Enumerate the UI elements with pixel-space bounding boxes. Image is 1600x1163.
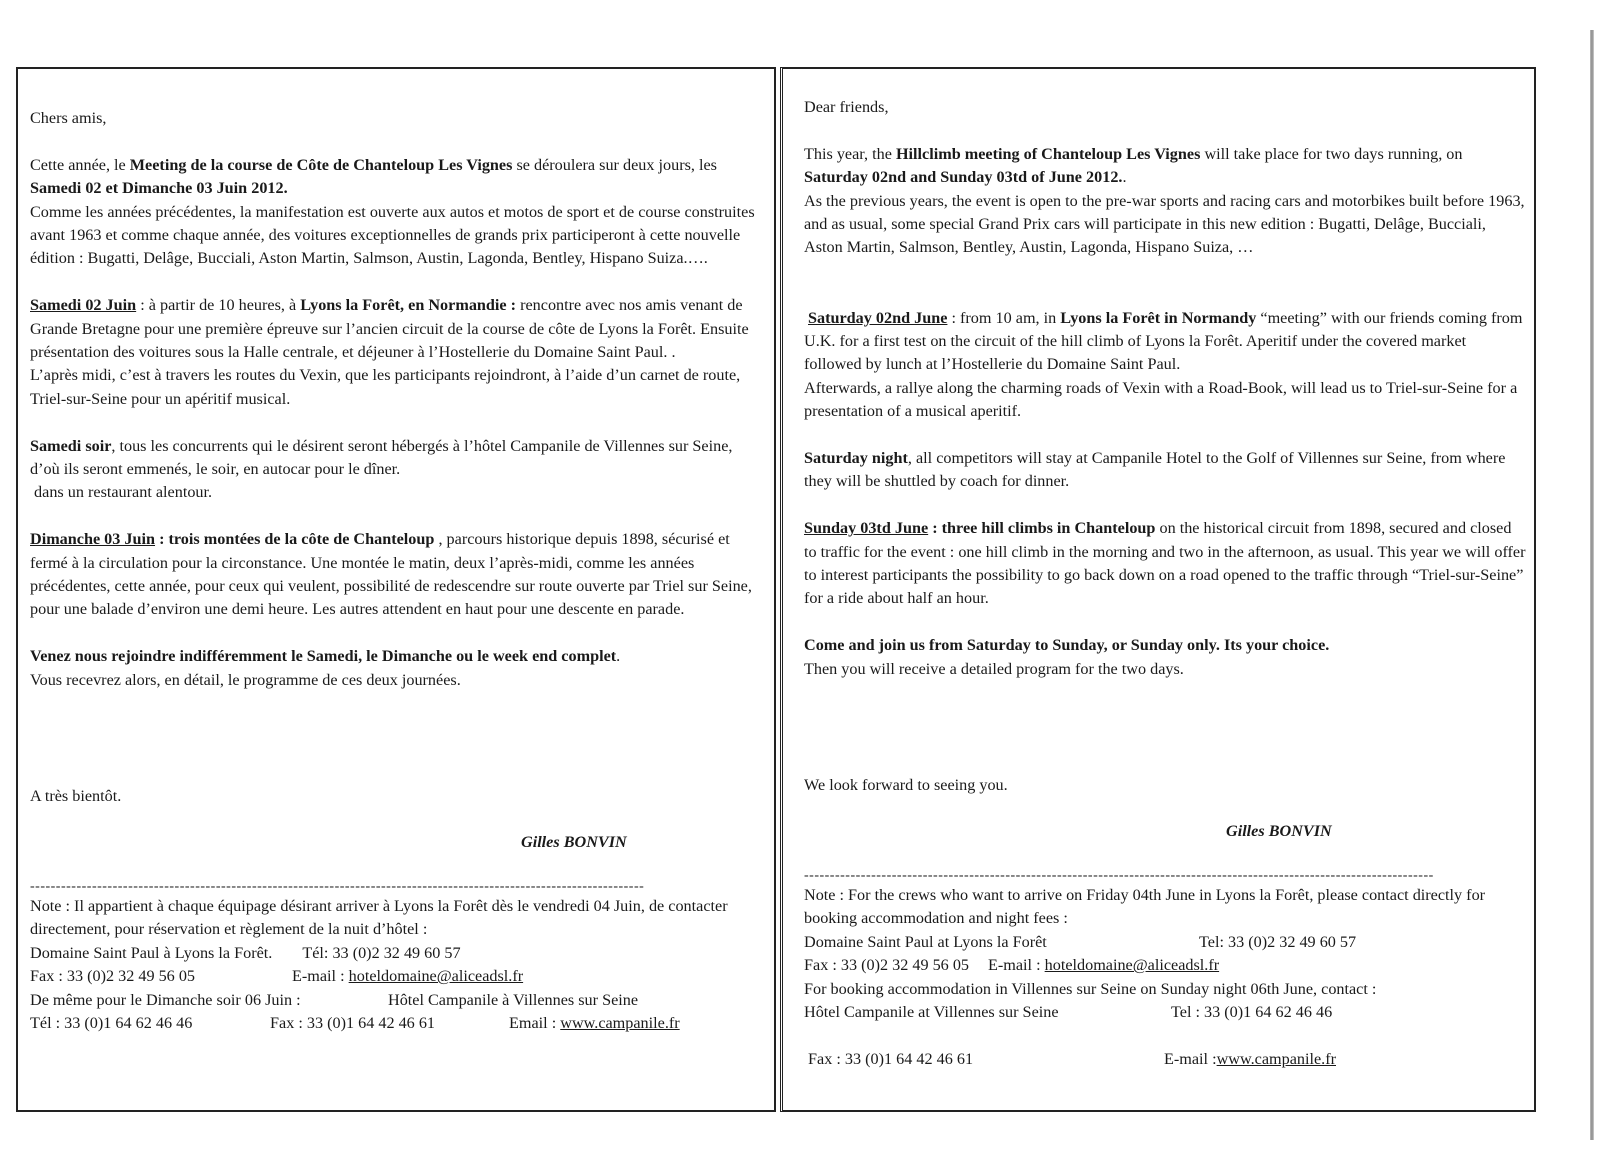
- fr-hotel1-line: [30, 942, 766, 965]
- fr-hotel1-contact-line: [30, 965, 766, 988]
- fr-hotel2-fax: Fax : 33 (0)1 64 42 46 61: [270, 1013, 436, 1032]
- en-saturday-text: : from 10 am, in: [947, 308, 1061, 327]
- en-hotel1-contact-line: [804, 954, 1526, 977]
- en-note: Note : For the crews who want to arrive on Friday 04th June in Lyons la Forêt, please contact directly for booking accommodation and night fees :: [804, 885, 1486, 928]
- en-saturday-night-text: , all competitors will stay at Campanile Hotel to the Golf of Villennes sur Seine, from where they will be shuttled by coach for dinner.: [804, 449, 1506, 491]
- en-intro-details: As the previous years, the event is open to the pre-war sports and racing cars and motorbikes built before 1963, and as usual, some special Grand Prix cars will participate in this new edition : Bugatti, Delâge, Bucciali, Aston Martin, Salmson, Bentley, Austin, Lagonda, Hispano Suiza, …: [804, 191, 1525, 257]
- en-sunday-text: on the historical circuit from 1898, secured and closed to traffic for the event : one hill climb in the morning and two in the afternoon, as usual. This year we will offer to interest participants the possibility to go back down on a road opened to the traffic through “Triel-sur-Seine” for a ride about half an hour.: [804, 519, 1526, 608]
- fr-email-label: E-mail :: [292, 967, 349, 986]
- en-hotel2-fax: Fax : 33 (0)1 64 42 46 61: [804, 1049, 974, 1068]
- fr-intro-text: se déroulera sur deux jours, les: [512, 155, 717, 174]
- en-hotel1-name: Domaine Saint Paul at Lyons la Forêt: [804, 932, 1047, 951]
- en-intro-text: will take place for two days running, on: [1200, 144, 1463, 163]
- en-greeting: Dear friends,: [804, 98, 889, 116]
- en-saturday-heading: Saturday 02nd June: [808, 308, 948, 327]
- fr-sunday-text: , parcours historique depuis 1898, sécurisé et fermé à la circulation pour la circonstance. Une montée le matin, deux l’après-midi, comme les années précédentes, cette année, pour ceux qui veulent, possibilité de redescendre sur route ouverte par Triel sur Seine, pour une balade d’environ une demi heure. Les autres attendent en haut pour une descente en parade.: [30, 530, 752, 619]
- fr-sunday-heading: Dimanche 03 Juin: [30, 530, 156, 549]
- en-join-bold: Come and join us from Saturday to Sunday, or Sunday only. Its your choice.: [804, 636, 1330, 655]
- french-letter-content: [30, 107, 766, 1035]
- fr-intro-details: Comme les années précédentes, la manifestation est ouverte aux autos et motos de sport et de course construites avant 1963 et comme chaque année, des voitures exceptionnelles de grands prix participeront à cette nouvelle édition : Bugatti, Delâge, Bucciali, Aston Martin, Salmson, Austin, Lagonda, Bentley, Hispano Suiza.….: [30, 202, 755, 268]
- fr-hotel1-email-link[interactable]: hoteldomaine@aliceadsl.fr: [348, 967, 524, 986]
- fr-saturday-night-heading: Samedi soir: [30, 436, 112, 455]
- en-closing: We look forward to seeing you.: [804, 776, 1008, 795]
- en-saturday-location: Lyons la Forêt in Normandy: [1060, 308, 1257, 327]
- fr-hotel2-name: Hôtel Campanile à Villennes sur Seine: [388, 990, 639, 1009]
- en-saturday-text: “meeting” with our friends coming from U.K. for a first test on the circuit of the hill climb of Lyons la Forêt. Aperitif under the covered market followed by lunch at l’Hostellerie du Domaine Saint Paul.: [804, 308, 1523, 374]
- fr-saturday-text: : à partir de 10 heures, à: [136, 296, 301, 315]
- en-intro-text: This year, the: [804, 144, 896, 163]
- fr-join-text: .: [616, 647, 621, 666]
- en-hotel2-contact-line: [804, 1024, 1526, 1071]
- page-fold-edge: [1590, 30, 1594, 1140]
- en-join-heading: [804, 634, 1526, 657]
- fr-hotel1-tel: Tél: 33 (0)2 32 49 60 57: [302, 943, 461, 962]
- en-intro-paragraph: [804, 143, 1526, 190]
- fr-sunday-paragraph: [30, 528, 766, 622]
- fr-divider: -----------------------------------------------------------------------------------------------------------------------: [30, 878, 645, 894]
- fr-hotel1-fax: Fax : 33 (0)2 32 49 56 05: [30, 967, 196, 986]
- en-join-text: Then you will receive a detailed program for the two days.: [804, 659, 1184, 678]
- english-letter-content: [804, 96, 1526, 1071]
- en-saturday-paragraph: [804, 307, 1526, 377]
- fr-saturday-paragraph: [30, 294, 766, 364]
- english-letter-panel: [780, 67, 1536, 1112]
- en-signature: Gilles BONVIN: [1226, 822, 1332, 841]
- fr-hotel2-contact-line: [30, 1012, 766, 1035]
- fr-saturday-night-text: , tous les concurrents qui le désirent seront hébergés à l’hôtel Campanile de Villennes sur Seine, d’où ils seront emmenés, le soir, en autocar pour le dîner.: [30, 436, 733, 479]
- fr-closing: A très bientôt.: [30, 787, 122, 806]
- fr-hotel2-web-link[interactable]: www.campanile.fr: [560, 1013, 680, 1032]
- en-sunday-night-line: For booking accommodation in Villennes sur Seine on Sunday night 06th June, contact :: [804, 979, 1377, 998]
- fr-signature: Gilles BONVIN: [521, 833, 627, 852]
- fr-note: Note : Il appartient à chaque équipage désirant arriver à Lyons la Forêt dès le vendredi 04 Juin, de contacter directement, pour réservation et règlement de la nuit d’hôtel :: [30, 896, 728, 939]
- fr-join-paragraph: [30, 645, 766, 668]
- en-sunday-paragraph: [804, 517, 1526, 611]
- en-saturday-afternoon: Afterwards, a rallye along the charming roads of Vexin with a Road-Book, will lead us to Triel-sur-Seine for a presentation of a musical aperitif.: [804, 378, 1518, 421]
- fr-saturday-night-paragraph: [30, 435, 766, 482]
- fr-sunday-night-label: De même pour le Dimanche soir 06 Juin :: [30, 990, 301, 1009]
- en-saturday-night-paragraph: [804, 447, 1526, 494]
- fr-join-text-2: Vous recevrez alors, en détail, le programme de ces deux journées.: [30, 670, 461, 689]
- en-hotel2-tel: Tel : 33 (0)1 64 62 46 46: [1171, 1002, 1333, 1021]
- en-hotel1-line: [804, 931, 1526, 954]
- fr-sunday-title: : trois montées de la côte de Chanteloup: [155, 530, 435, 549]
- fr-greeting: Chers amis,: [30, 109, 107, 127]
- en-intro-text: .: [1122, 168, 1127, 187]
- fr-saturday-location: Lyons la Forêt, en Normandie :: [300, 296, 517, 315]
- en-event-dates: Saturday 02nd and Sunday 03td of June 2012.: [804, 168, 1123, 187]
- fr-hotel1-name: Domaine Saint Paul à Lyons la Forêt.: [30, 943, 273, 962]
- fr-saturday-night-text-2: dans un restaurant alentour.: [30, 483, 213, 502]
- en-email-label: E-mail :: [988, 956, 1045, 975]
- en-event-name: Hillclimb meeting of Chanteloup Les Vignes: [895, 144, 1201, 163]
- en-saturday-night-heading: Saturday night: [804, 449, 908, 468]
- fr-join-heading: Venez nous rejoindre indifféremment le Samedi, le Dimanche ou le week end complet: [30, 647, 617, 666]
- fr-hotel2-tel: Tél : 33 (0)1 64 62 46 46: [30, 1013, 193, 1032]
- fr-sunday-night-line: [30, 989, 766, 1012]
- en-hotel2-web-link[interactable]: www.campanile.fr: [1216, 1049, 1336, 1068]
- en-hotel1-tel: Tel: 33 (0)2 32 49 60 57: [1199, 932, 1357, 951]
- en-hotel1-email-link[interactable]: hoteldomaine@aliceadsl.fr: [1044, 956, 1220, 975]
- fr-event-name: Meeting de la course de Côte de Chanteloup Les Vignes: [129, 155, 513, 174]
- en-hotel2-name: Hôtel Campanile at Villennes sur Seine: [804, 1002, 1059, 1021]
- french-letter-panel: [16, 67, 776, 1112]
- en-divider: --------------------------------------------------------------------------------------------------------------------------: [804, 867, 1434, 883]
- en-hotel2-line: [804, 1001, 1526, 1024]
- fr-event-dates: Samedi 02 et Dimanche 03 Juin 2012.: [30, 179, 288, 198]
- fr-email2-label: Email :: [509, 1013, 561, 1032]
- fr-saturday-heading: Samedi 02 Juin: [30, 296, 137, 315]
- fr-intro-paragraph: [30, 154, 766, 201]
- en-sunday-title: : three hill climbs in Chanteloup: [928, 519, 1156, 538]
- fr-intro-text: Cette année, le: [30, 155, 130, 174]
- en-email2-label: E-mail :: [1164, 1049, 1217, 1068]
- fr-saturday-afternoon: L’après midi, c’est à travers les routes du Vexin, que les participants rejoindront, à l’aide d’un carnet de route, Triel-sur-Seine pour un apéritif musical.: [30, 366, 741, 408]
- en-hotel1-fax: Fax : 33 (0)2 32 49 56 05: [804, 956, 970, 975]
- en-sunday-heading: Sunday 03td June: [804, 519, 929, 538]
- fr-saturday-text: rencontre avec nos amis venant de Grande Bretagne pour une première épreuve sur l’ancien circuit de la course de côte de Lyons la Forêt. Ensuite présentation des voitures sous la Halle centrale, et déjeuner à l’Hostellerie du Domaine Saint Paul. .: [30, 296, 749, 362]
